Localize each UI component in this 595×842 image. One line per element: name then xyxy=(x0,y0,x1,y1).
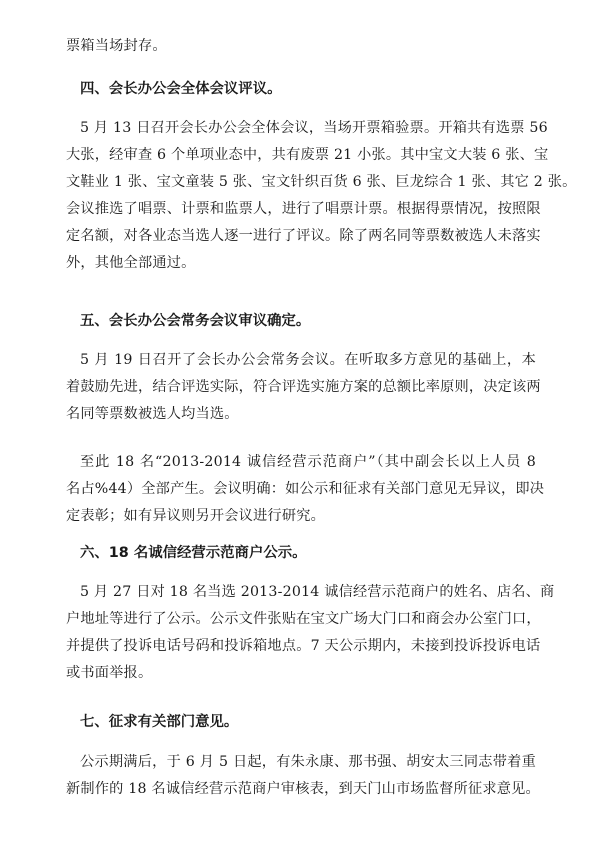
paragraph-line: 并提供了投诉电话号码和投诉箱地点。7 天公示期内，未接到投诉投诉电话 xyxy=(66,638,541,654)
paragraph-line: 5 月 27 日对 18 名当选 2013-2014 诚信经营示范商户的姓名、店名、商 xyxy=(80,584,555,600)
section-heading-5: 五、会长办公会常务会议审议确定。 xyxy=(80,313,311,329)
paragraph-line: 名占%44）全部产生。会议明确：如公示和征求有关部门意见无异议，即决 xyxy=(66,481,545,497)
paragraph-line: 户地址等进行了公示。公示文件张贴在宝文广场大门口和商会办公室门口， xyxy=(66,611,541,627)
paragraph-line: 定名额，对各业态当选人逐一进行了评议。除了两名同等票数被选人未落实 xyxy=(66,228,541,244)
paragraph-line: 着鼓励先进，结合评选实际，符合评选实施方案的总额比率原则，决定该两 xyxy=(66,379,541,395)
paragraph-line: 新制作的 18 名诚信经营示范商户审核表，到天门山市场监督所征求意见。 xyxy=(66,781,540,797)
section-heading-6: 六、18 名诚信经营示范商户公示。 xyxy=(80,545,307,561)
section-heading-7: 七、征求有关部门意见。 xyxy=(80,714,239,730)
paragraph-line: 外，其他全部通过。 xyxy=(66,255,196,271)
paragraph-line: 5 月 19 日召开了会长办公会常务会议。在听取多方意见的基础上，本 xyxy=(80,352,536,368)
section-heading-4: 四、会长办公会全体会议评议。 xyxy=(80,81,282,97)
paragraph-line: 至此 18 名“2013-2014 诚信经营示范商户”（其中副会长以上人员 8 xyxy=(80,454,536,470)
paragraph-line: 或书面举报。 xyxy=(66,665,153,681)
paragraph-line: 公示期满后，于 6 月 5 日起，有朱永康、那书强、胡安太三同志带着重 xyxy=(80,754,536,770)
paragraph-line: 5 月 13 日召开会长办公会全体会议，当场开票箱验票。开箱共有选票 56 xyxy=(80,120,548,136)
paragraph-line: 会议推选了唱票、计票和监票人，进行了唱票计票。根据得票情况，按照限 xyxy=(66,201,541,217)
paragraph-line: 大张，经审查 6 个单项业态中，共有废票 21 小张。其中宝文大装 6 张、宝 xyxy=(66,147,549,163)
intro-tail-line: 票箱当场封存。 xyxy=(66,38,167,54)
paragraph-line: 名同等票数被选人均当选。 xyxy=(66,406,239,422)
paragraph-line: 文鞋业 1 张、宝文童装 5 张、宝文针织百货 6 张、巨龙综合 1 张、其它 2 张。 xyxy=(66,174,577,190)
paragraph-line: 定表彰；如有异议则另开会议进行研究。 xyxy=(66,508,325,524)
